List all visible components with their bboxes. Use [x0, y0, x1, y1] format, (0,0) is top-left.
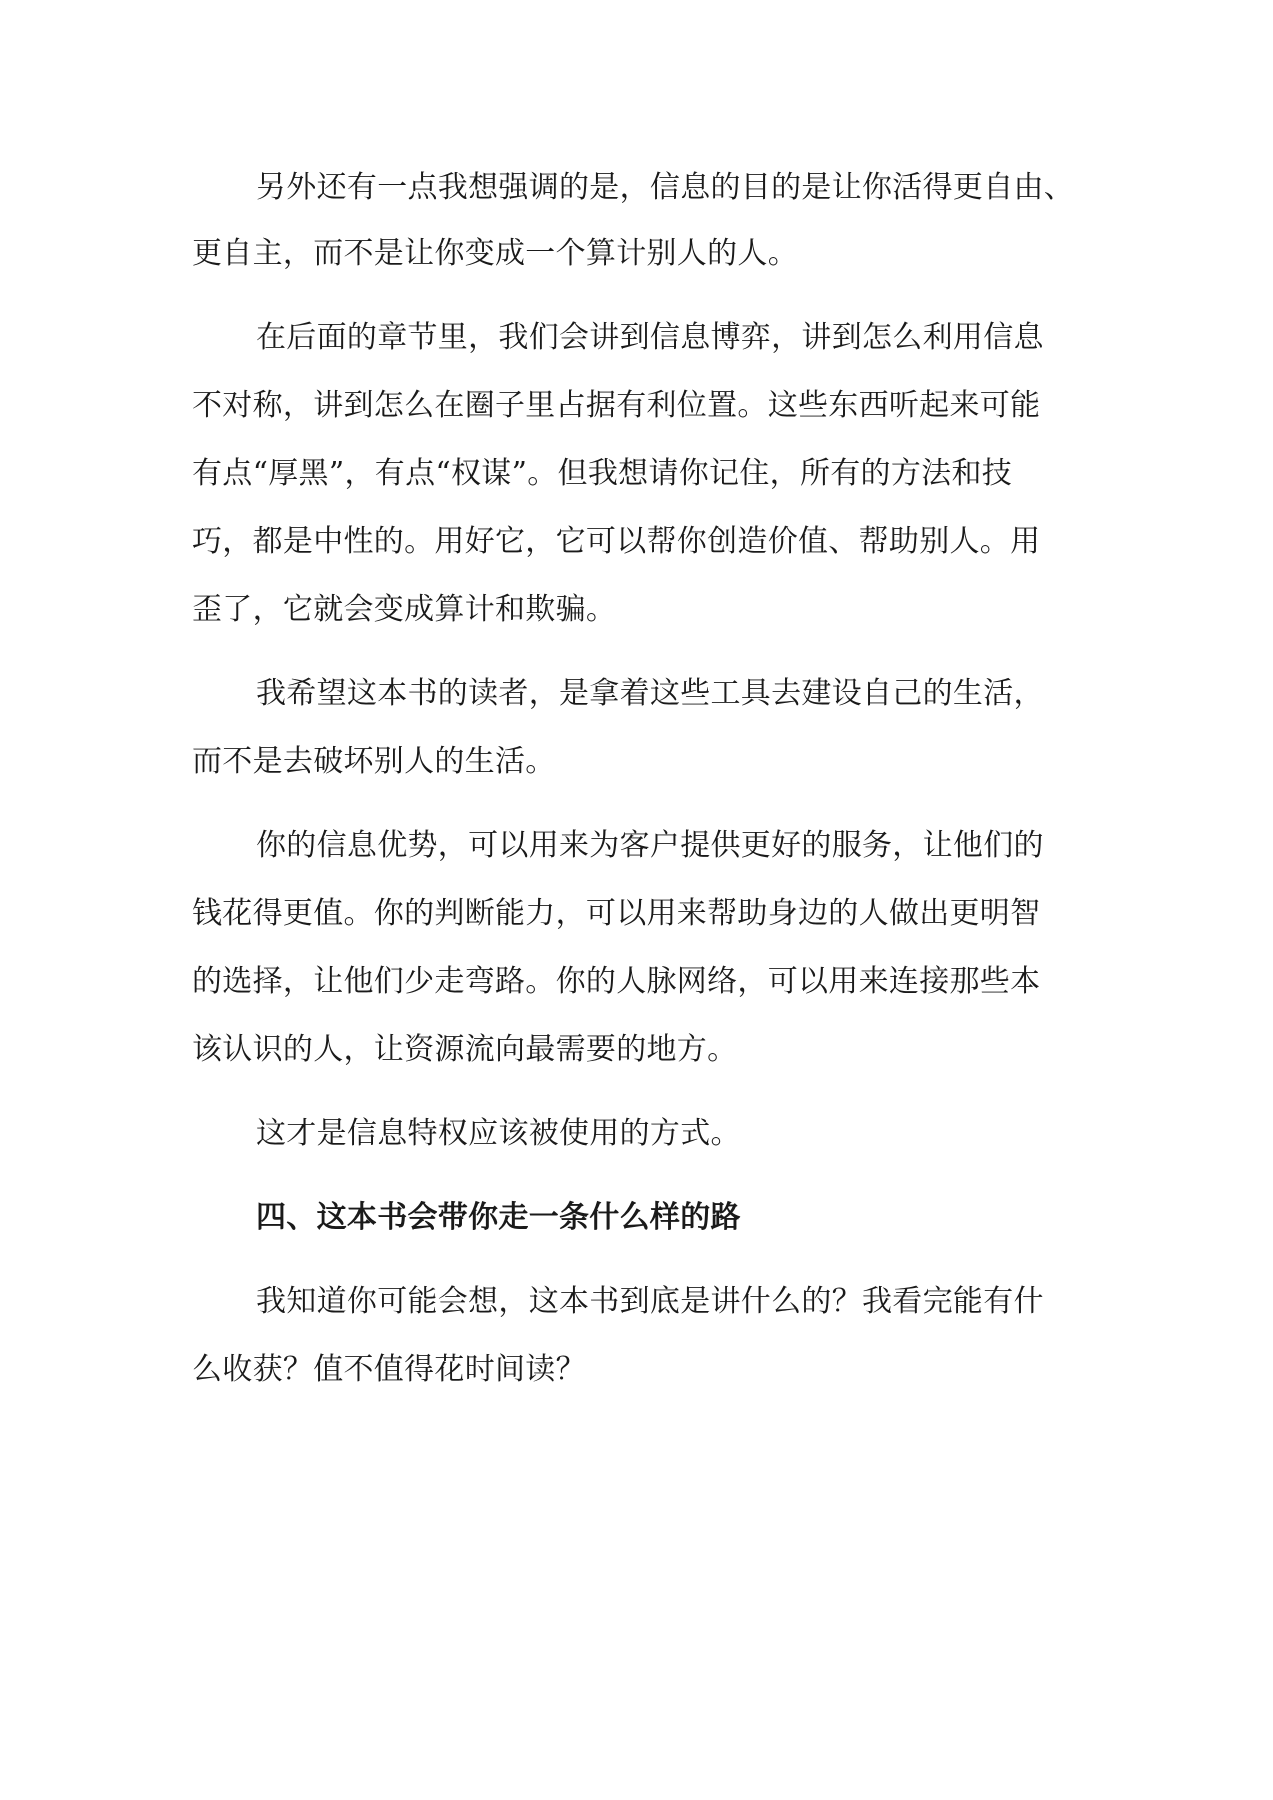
paragraph-2-line-3: 有点“厚黑”，有点“权谋”。但我想请你记住，所有的方法和技: [192, 456, 1013, 491]
paragraph-1-line-2: 更自主，而不是让你变成一个算计别人的人。: [192, 236, 798, 271]
paragraph-2-line-5: 歪了，它就会变成算计和欺骗。: [192, 592, 617, 627]
paragraph-2-line-1: 在后面的章节里，我们会讲到信息博弈，讲到怎么利用信息: [256, 320, 1044, 355]
paragraph-4-line-2: 钱花得更值。你的判断能力，可以用来帮助身边的人做出更明智: [192, 896, 1041, 931]
paragraph-2-line-4: 巧，都是中性的。用好它，它可以帮你创造价值、帮助别人。用: [192, 524, 1041, 559]
paragraph-4-line-4: 该认识的人，让资源流向最需要的地方。: [192, 1032, 738, 1067]
section-heading: 四、这本书会带你走一条什么样的路: [256, 1200, 741, 1235]
paragraph-4-line-3: 的选择，让他们少走弯路。你的人脉网络，可以用来连接那些本: [192, 964, 1041, 999]
paragraph-1-line-1: 另外还有一点我想强调的是，信息的目的是让你活得更自由、: [256, 170, 1075, 205]
paragraph-2-line-2: 不对称，讲到怎么在圈子里占据有利位置。这些东西听起来可能: [192, 388, 1041, 423]
paragraph-5-line-1: 这才是信息特权应该被使用的方式。: [256, 1116, 741, 1151]
paragraph-3-line-2: 而不是去破坏别人的生活。: [192, 744, 556, 779]
paragraph-4-line-1: 你的信息优势，可以用来为客户提供更好的服务，让他们的: [256, 828, 1044, 863]
paragraph-3-line-1: 我希望这本书的读者，是拿着这些工具去建设自己的生活，: [256, 676, 1044, 711]
paragraph-6-line-1: 我知道你可能会想，这本书到底是讲什么的？我看完能有什: [256, 1284, 1044, 1319]
paragraph-6-line-2: 么收获？值不值得花时间读？: [192, 1352, 586, 1387]
